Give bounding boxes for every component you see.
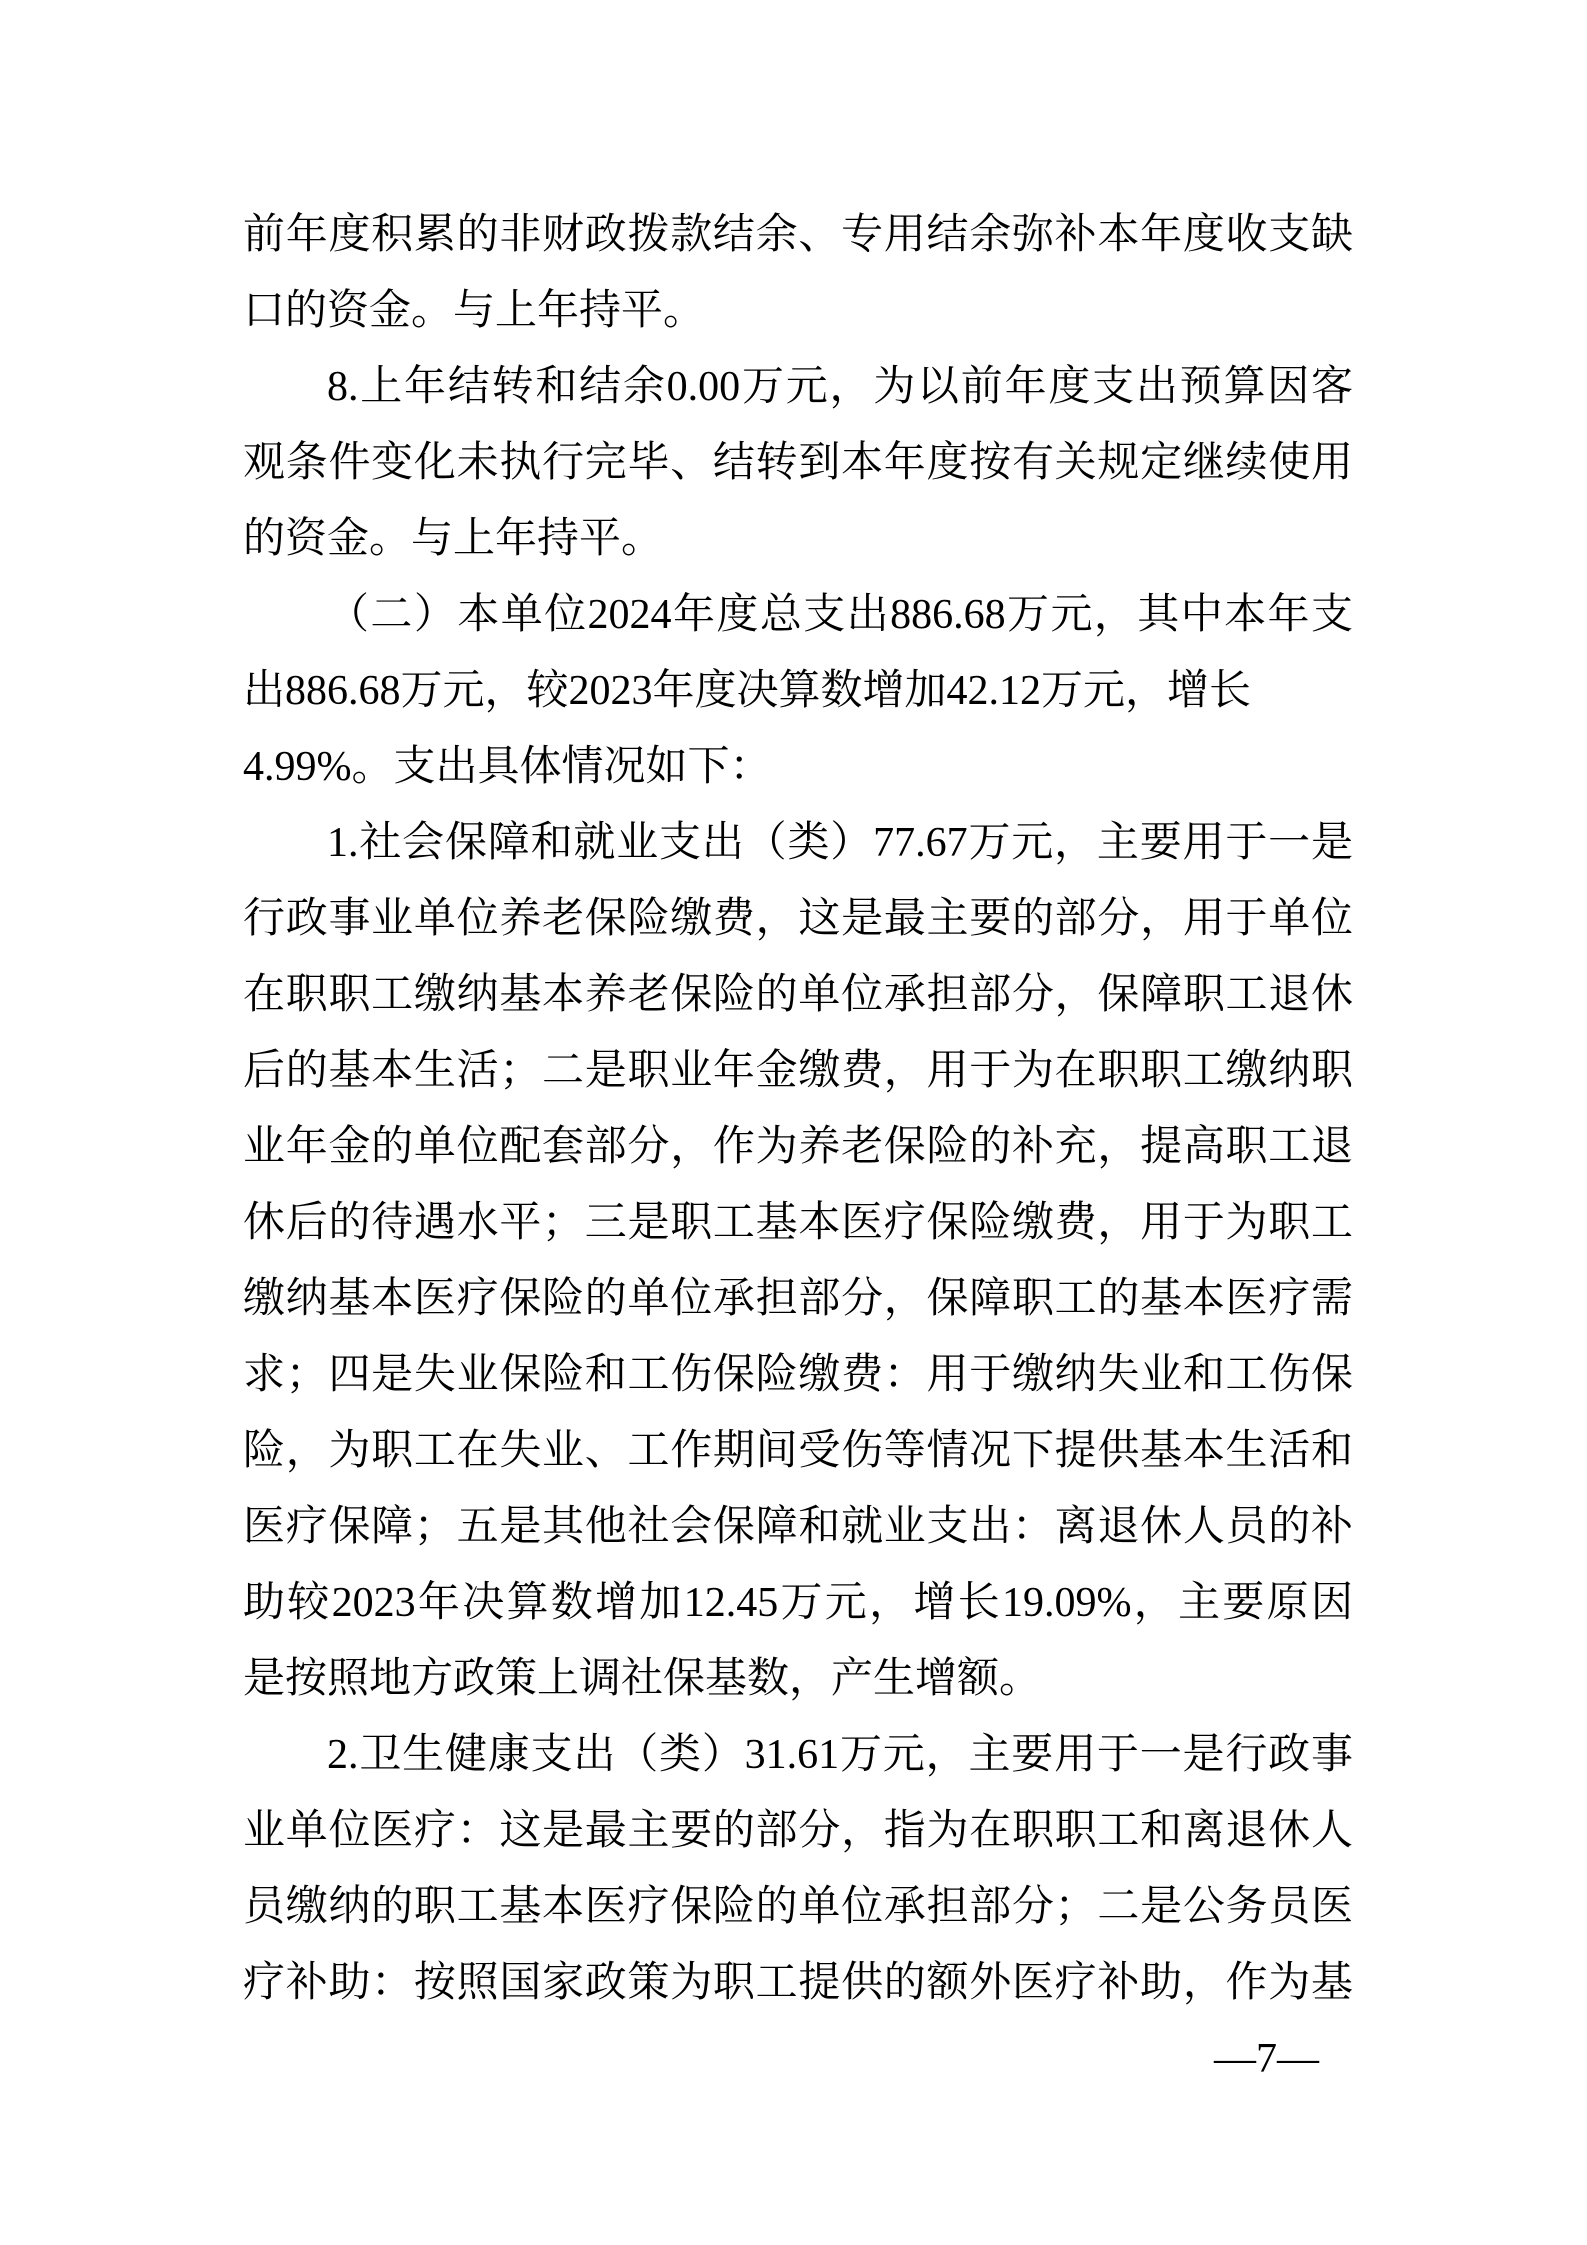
text-line: 8.上年结转和结余0.00万元，为以前年度支出预算因客: [327, 364, 1353, 410]
text-line: 后的基本生活；二是职业年金缴费，用于为在职职工缴纳职: [243, 1048, 1353, 1094]
text-line: 是按照地方政策上调社保基数，产生增额。: [243, 1656, 1042, 1702]
text-line: 医疗保障；五是其他社会保障和就业支出：离退休人员的补: [243, 1504, 1353, 1550]
text-line: 休后的待遇水平；三是职工基本医疗保险缴费，用于为职工: [243, 1200, 1353, 1246]
text-line: 2.卫生健康支出（类）31.61万元，主要用于一是行政事: [327, 1732, 1353, 1778]
text-line: 险，为职工在失业、工作期间受伤等情况下提供基本生活和: [243, 1428, 1353, 1474]
text-line: 出886.68万元，较2023年度决算数增加42.12万元，增长: [243, 668, 1252, 714]
text-line: 求；四是失业保险和工伤保险缴费：用于缴纳失业和工伤保: [243, 1352, 1353, 1398]
text-line: 4.99%。支出具体情况如下：: [243, 744, 772, 790]
text-line: 缴纳基本医疗保险的单位承担部分，保障职工的基本医疗需: [243, 1276, 1353, 1322]
text-line: 观条件变化未执行完毕、结转到本年度按有关规定继续使用: [243, 440, 1353, 486]
text-line: 助较2023年决算数增加12.45万元，增长19.09%，主要原因: [243, 1580, 1353, 1626]
text-line: （二）本单位2024年度总支出886.68万元，其中本年支: [327, 592, 1353, 638]
text-line: 前年度积累的非财政拨款结余、专用结余弥补本年度收支缺: [243, 212, 1353, 258]
page-number: —7—: [1214, 2036, 1319, 2082]
text-line: 行政事业单位养老保险缴费，这是最主要的部分，用于单位: [243, 896, 1353, 942]
text-line: 1.社会保障和就业支出（类）77.67万元，主要用于一是: [327, 820, 1353, 866]
text-line: 在职职工缴纳基本养老保险的单位承担部分，保障职工退休: [243, 972, 1353, 1018]
text-line: 业单位医疗：这是最主要的部分，指为在职职工和离退休人: [243, 1808, 1353, 1854]
text-line: 口的资金。与上年持平。: [243, 288, 706, 334]
document-body: [243, 197, 1353, 2021]
text-line: 的资金。与上年持平。: [243, 516, 664, 562]
text-line: 员缴纳的职工基本医疗保险的单位承担部分；二是公务员医: [243, 1884, 1353, 1930]
text-line: 业年金的单位配套部分，作为养老保险的补充，提高职工退: [243, 1124, 1353, 1170]
text-line: 疗补助：按照国家政策为职工提供的额外医疗补助，作为基: [243, 1960, 1353, 2006]
